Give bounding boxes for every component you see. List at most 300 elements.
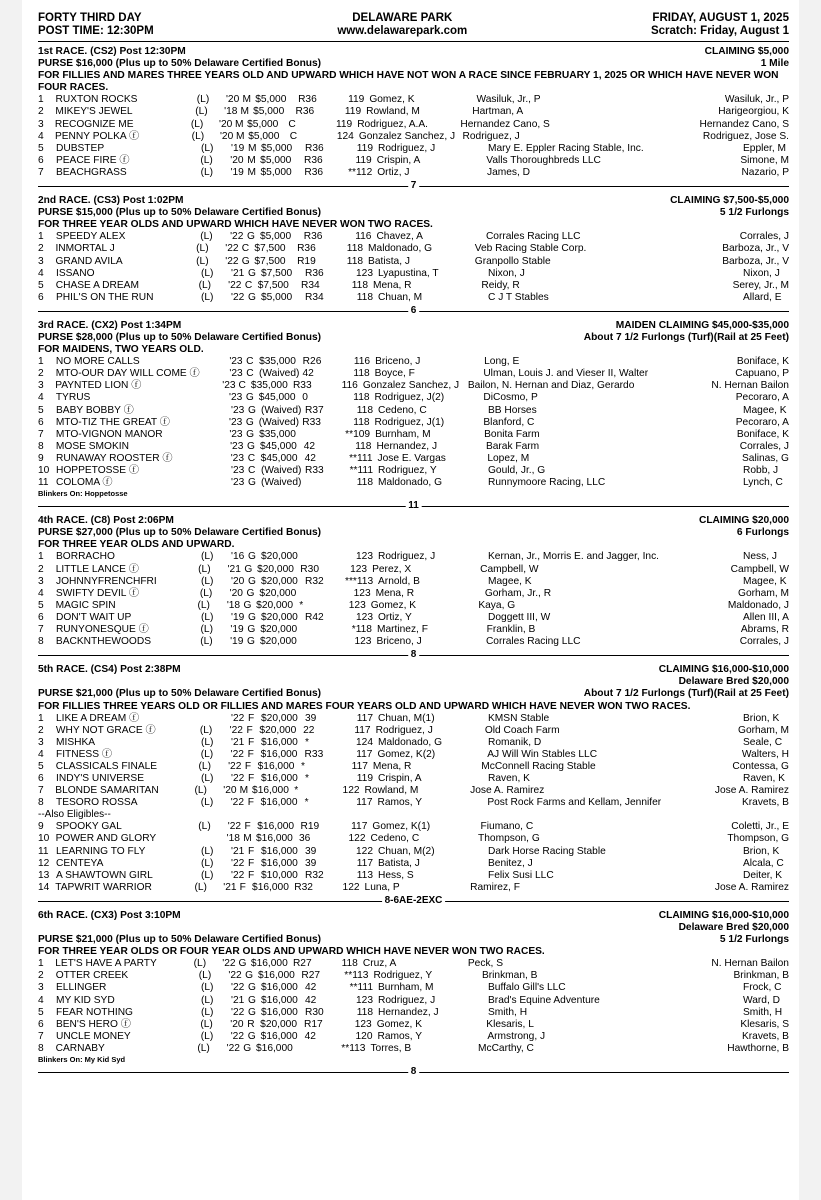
post-position: 4 xyxy=(38,267,44,279)
owner: Ulman, Louis J. and Vieser II, Walter xyxy=(483,368,649,380)
medication: (L) xyxy=(200,1018,213,1030)
horse-name[interactable]: ISSANO xyxy=(56,267,95,279)
horse-name[interactable]: BABY BOBBY ⓕ xyxy=(56,404,134,416)
horse-name[interactable]: COLOMA ⓕ xyxy=(56,477,113,489)
horse-name[interactable]: SPOOKY GAL xyxy=(55,821,122,833)
horse-name[interactable]: BEN'S HERO ⓕ xyxy=(55,1018,131,1030)
horse-name[interactable]: RUNAWAY ROOSTER ⓕ xyxy=(55,452,173,464)
medication: (L) xyxy=(194,881,207,893)
claim-price: $16,000 xyxy=(261,773,298,785)
foal-year: '18 xyxy=(226,599,241,611)
code: 42 xyxy=(304,1030,316,1042)
owner: Campbell, W xyxy=(480,563,539,575)
trainer: Magee, K xyxy=(743,575,787,587)
race-divider xyxy=(38,304,789,316)
foal-year: '19 xyxy=(230,636,244,648)
post-position: 4 xyxy=(38,587,44,599)
horse-name[interactable]: BLONDE SAMARITAN xyxy=(55,785,159,797)
horse-name[interactable]: PEACE FIRE ⓕ xyxy=(55,154,130,166)
races-list xyxy=(38,42,790,1078)
code: R36 xyxy=(303,231,323,243)
foal-year: '20 xyxy=(219,118,233,130)
post-position: 8 xyxy=(38,440,44,452)
claim-price: $7,500 xyxy=(257,279,289,291)
code: R27 xyxy=(301,970,321,982)
horse-name[interactable]: RECOGNIZE ME xyxy=(54,118,134,130)
horse-name[interactable]: TESORO ROSSA xyxy=(55,797,138,809)
post-position: 5 xyxy=(38,279,44,291)
horse-name[interactable]: MOSE SMOKIN xyxy=(55,440,129,452)
owner: DiCosmo, P xyxy=(483,392,538,404)
sex: C xyxy=(246,356,254,368)
medication: (L) xyxy=(200,231,213,243)
horse-name[interactable]: LEARNING TO FLY xyxy=(56,845,146,857)
weight: 117 xyxy=(356,857,373,869)
horse-name[interactable]: MTO-VIGNON MANOR xyxy=(55,428,163,440)
post-time: POST TIME: 12:30PM xyxy=(38,25,154,37)
trainer: Walters, H xyxy=(741,748,789,760)
code: 39 xyxy=(305,845,317,857)
sex: G xyxy=(247,1030,256,1042)
entry-row xyxy=(38,119,789,131)
jockey: Briceno, J xyxy=(376,636,422,648)
code: 22 xyxy=(303,724,315,736)
foal-year: '22 xyxy=(222,958,236,970)
entry-row xyxy=(38,600,789,612)
sex: C xyxy=(248,465,256,476)
code: R30 xyxy=(305,1006,324,1018)
entry-row xyxy=(38,1031,789,1043)
trainer: Alcala, C xyxy=(743,857,784,869)
foal-year: '21 xyxy=(227,563,241,575)
entry-row xyxy=(38,143,789,155)
sex: C xyxy=(244,279,253,291)
owner: Ramirez, F xyxy=(470,881,520,893)
sex: G xyxy=(243,599,252,611)
foal-year: '20 xyxy=(231,575,245,587)
race-header xyxy=(38,910,789,922)
sex: G xyxy=(244,563,253,575)
jockey: Rowland, M xyxy=(366,106,420,118)
weight: 123 xyxy=(354,636,372,648)
race-block xyxy=(38,191,790,316)
owner: Dark Horse Racing Stable xyxy=(488,845,606,857)
code: R19 xyxy=(297,255,316,267)
code: R37 xyxy=(305,404,324,416)
jockey: Hernandez, J xyxy=(376,440,438,452)
owner: Reidy, R xyxy=(481,279,520,291)
foal-year: '22 xyxy=(230,1030,244,1042)
horse-name[interactable]: CHASE A DREAM xyxy=(55,279,139,291)
medication: (L) xyxy=(200,748,214,760)
trainer: Barboza, Jr., V xyxy=(722,255,790,267)
jockey: Rodriguez, Y xyxy=(373,970,433,982)
horse-name[interactable]: NO MORE CALLS xyxy=(55,356,140,368)
post-position: 1 xyxy=(38,356,44,368)
claim-price: $20,000 xyxy=(261,575,298,587)
equipment-note: Blinkers On: Hoppetosse xyxy=(38,489,128,499)
medication: (L) xyxy=(201,267,214,279)
medication: (L) xyxy=(197,1042,210,1054)
medication: (L) xyxy=(196,243,209,255)
post-position: 4 xyxy=(38,994,44,1006)
post-position: 12 xyxy=(38,857,50,869)
weight: 119 xyxy=(356,773,373,785)
horse-name[interactable]: CARNABY xyxy=(55,1042,105,1054)
foal-year: '22 xyxy=(231,869,245,881)
sex: G xyxy=(248,1006,256,1018)
jockey: Hernandez, J xyxy=(378,1006,439,1018)
trainer: Pecoraro, A xyxy=(735,392,789,404)
horse-name[interactable]: LET'S HAVE A PARTY xyxy=(55,958,157,970)
claim-price: $7,500 xyxy=(254,255,286,267)
code: * xyxy=(305,773,309,785)
sex: G xyxy=(238,958,247,970)
code: R34 xyxy=(301,279,320,291)
horse-name[interactable]: BORRACHO xyxy=(56,551,115,563)
medication xyxy=(194,380,223,392)
post-position: 1 xyxy=(38,712,44,724)
sex: F xyxy=(239,881,246,893)
owner: Magee, K xyxy=(488,575,532,587)
medication: (L) xyxy=(198,970,212,982)
horse-name[interactable]: DON'T WAIT UP xyxy=(56,611,132,623)
code: R26 xyxy=(302,356,322,368)
trainer: Boniface, K xyxy=(736,428,790,440)
horse-name[interactable]: POWER AND GLORY xyxy=(55,833,157,845)
horse-name[interactable]: FEAR NOTHING xyxy=(56,1006,133,1018)
code: 42 xyxy=(304,452,316,464)
weight: 123 xyxy=(348,599,366,611)
entry-row xyxy=(38,846,789,858)
foal-year: '23 xyxy=(229,416,243,428)
code: R33 xyxy=(305,465,324,476)
trainer: Seale, C xyxy=(743,736,783,748)
post-position: 6 xyxy=(38,611,44,623)
post-position: 2 xyxy=(38,106,44,118)
post-position: 3 xyxy=(38,982,44,994)
claim-price: $35,000 xyxy=(250,380,288,392)
claim-price: $20,000 xyxy=(261,551,298,563)
race-subheader xyxy=(38,922,789,934)
jockey: Ortiz, J xyxy=(377,166,410,178)
claim-price: (Waived) xyxy=(261,477,302,489)
code: 39 xyxy=(305,857,317,869)
race-purse: PURSE $21,000 (Plus up to 50% Delaware Certified Bonus) xyxy=(38,688,322,700)
code: 42 xyxy=(305,982,317,994)
horse-name[interactable]: SWIFTY DEVIL ⓕ xyxy=(55,587,140,599)
owner: Corrales Racing LLC xyxy=(485,231,581,243)
horse-name[interactable]: MAGIC SPIN xyxy=(55,599,116,611)
race-purse: PURSE $27,000 (Plus up to 50% Delaware Certified Bonus) xyxy=(38,527,322,539)
entry-row xyxy=(38,155,789,167)
sex: M xyxy=(242,94,252,106)
foal-year: '19 xyxy=(230,166,244,178)
weight: **113 xyxy=(344,970,369,982)
claim-price: $20,000 xyxy=(256,599,293,611)
code: R32 xyxy=(305,869,324,881)
field-count: 6 xyxy=(408,306,420,316)
horse-name[interactable]: JOHNNYFRENCHFRI xyxy=(56,575,157,587)
code: R36 xyxy=(298,94,317,106)
claim-price: $16,000 xyxy=(261,1006,298,1018)
horse-name[interactable]: INMORTAL J xyxy=(55,243,115,255)
claim-price: $16,000 xyxy=(261,982,298,994)
post-position: 9 xyxy=(38,821,44,833)
sex: M xyxy=(248,142,257,154)
medication: (L) xyxy=(201,773,214,785)
entry-row xyxy=(38,356,789,368)
entry-row xyxy=(38,417,789,429)
purse-line xyxy=(38,207,789,219)
horse-name[interactable]: OTTER CREEK xyxy=(55,970,129,982)
field-count: 7 xyxy=(408,181,420,191)
race-distance: About 7 1/2 Furlongs (Turf)(Rail at 25 Feet) xyxy=(583,688,789,700)
trainer: Hawthorne, B xyxy=(727,1042,789,1054)
trainer: Raven, K xyxy=(743,773,785,785)
claim-price: $10,000 xyxy=(261,869,298,881)
code: * xyxy=(304,797,309,809)
code: 39 xyxy=(305,712,317,724)
weight: *118 xyxy=(351,624,372,636)
jockey: Rodriguez, J(1) xyxy=(374,416,445,428)
claim-price: $16,000 xyxy=(256,833,293,845)
sex: F xyxy=(247,797,254,809)
owner: Nixon, J xyxy=(488,267,525,279)
code: R30 xyxy=(300,563,319,575)
owner: Raven, K xyxy=(488,773,530,785)
medication xyxy=(199,417,229,429)
trainer: Allard, E xyxy=(743,291,782,303)
owner: Thompson, G xyxy=(478,833,540,845)
sex: G xyxy=(248,611,256,623)
foal-year: '23 xyxy=(229,428,243,440)
horse-name[interactable]: FITNESS ⓕ xyxy=(55,748,113,760)
weight: 123 xyxy=(356,611,373,623)
trainer: Brion, K xyxy=(743,712,780,724)
race-divider xyxy=(38,648,789,661)
weight: 123 xyxy=(356,551,373,563)
owner: Benitez, J xyxy=(488,857,533,869)
horse-name[interactable]: WHY NOT GRACE ⓕ xyxy=(55,724,156,736)
horse-name[interactable]: MTO-OUR DAY WILL COME ⓕ xyxy=(55,368,200,380)
race-title: 2nd RACE. (CS3) Post 1:02PM xyxy=(38,195,184,207)
sex: G xyxy=(245,392,254,404)
trainer: Capuano, P xyxy=(735,368,790,380)
trainer: Thompson, G xyxy=(727,833,790,845)
horse-name[interactable]: DUBSTEP xyxy=(56,142,105,154)
post-position: 4 xyxy=(38,392,44,404)
horse-name[interactable]: ELLINGER xyxy=(56,982,107,994)
trainer: Nazario, P xyxy=(741,166,789,178)
weight: 118 xyxy=(346,243,364,255)
horse-name[interactable]: PHIL'S ON THE RUN xyxy=(56,291,154,303)
trainer: Campbell, W xyxy=(730,563,789,575)
code xyxy=(305,551,345,563)
entry-row xyxy=(38,231,789,243)
race-title: 6th RACE. (CX3) Post 3:10PM xyxy=(38,909,181,921)
horse-name[interactable]: MTO-TIZ THE GREAT ⓕ xyxy=(55,416,170,428)
trainer: Brion, K xyxy=(743,845,780,857)
claim-price: $20,000 xyxy=(259,636,297,648)
race-header xyxy=(38,320,789,332)
purse-line xyxy=(38,688,789,700)
weight: **111 xyxy=(349,982,373,994)
horse-name[interactable]: CENTEYA xyxy=(56,857,104,869)
trainer: Frock, C xyxy=(743,982,782,994)
post-position: 2 xyxy=(38,243,44,255)
claim-price: $16,000 xyxy=(255,1042,293,1054)
owner: Jose A. Ramirez xyxy=(470,785,545,797)
entry-row xyxy=(38,368,789,380)
claim-price: $16,000 xyxy=(261,736,298,748)
horse-name[interactable]: SPEEDY ALEX xyxy=(55,231,126,243)
medication: (L) xyxy=(201,736,214,748)
race-header xyxy=(38,195,789,207)
horse-name[interactable]: PENNY POLKA ⓕ xyxy=(54,130,140,142)
sex: G xyxy=(248,575,256,587)
jockey: Mena, R xyxy=(375,587,415,599)
page-header xyxy=(38,12,789,42)
weight: 117 xyxy=(351,760,368,772)
purse-line xyxy=(38,58,789,70)
post-position: 7 xyxy=(38,785,44,797)
foal-year: '21 xyxy=(231,994,245,1006)
entry-row xyxy=(38,761,789,773)
horse-name[interactable]: LITTLE LANCE ⓕ xyxy=(55,563,139,575)
trainer: Maldonado, J xyxy=(727,599,789,611)
jockey: Boyce, F xyxy=(374,368,415,380)
horse-name[interactable]: MIKEY'S JEWEL xyxy=(55,106,133,118)
foal-year: '23 xyxy=(229,368,243,380)
claim-price: $5,000 xyxy=(255,94,287,106)
sex: C xyxy=(247,452,256,464)
medication xyxy=(201,713,231,725)
horse-name[interactable]: BEACHGRASS xyxy=(55,166,127,178)
horse-name[interactable]: HOPPETOSSE ⓕ xyxy=(56,465,140,476)
foal-year: '21 xyxy=(231,736,245,748)
claim-price: $5,000 xyxy=(260,166,292,178)
horse-name[interactable]: RUXTON ROCKS xyxy=(55,94,138,106)
owner: Gorham, Jr., R xyxy=(484,587,552,599)
owner: Doggett III, W xyxy=(488,611,551,623)
code: R34 xyxy=(305,291,324,303)
post-position: 4 xyxy=(38,748,44,760)
horse-name[interactable]: BACKNTHEWOODS xyxy=(55,636,152,648)
foal-year: '18 xyxy=(224,106,238,118)
owner: Veb Racing Stable Corp. xyxy=(474,243,587,255)
sex: F xyxy=(248,736,255,748)
website-link[interactable]: www.delawarepark.com xyxy=(337,25,468,37)
horse-name[interactable]: RUNYONESQUE ⓕ xyxy=(55,624,149,636)
medication xyxy=(200,356,230,368)
horse-name[interactable]: MY KID SYD xyxy=(56,994,115,1006)
medication xyxy=(199,392,229,404)
jockey: Briceno, J xyxy=(375,356,421,368)
post-position: 2 xyxy=(38,368,44,380)
code: 36 xyxy=(299,833,311,845)
race-block xyxy=(38,316,790,512)
foal-year: '21 xyxy=(231,845,245,857)
owner: James, D xyxy=(487,166,531,178)
post-position: 8 xyxy=(38,636,44,648)
jockey: Luna, P xyxy=(364,881,400,893)
foal-year: '22 xyxy=(225,255,239,267)
medication xyxy=(200,368,230,380)
owner: Bonita Farm xyxy=(484,428,540,440)
medication: (L) xyxy=(201,845,214,857)
post-position: 6 xyxy=(38,154,44,166)
sex: F xyxy=(248,857,255,869)
trainer: Abrams, R xyxy=(740,624,789,636)
claim-price: $16,000 xyxy=(261,857,298,869)
jockey: Gomez, K(1) xyxy=(372,821,431,833)
entry-row xyxy=(38,477,789,489)
weight: 117 xyxy=(356,712,373,724)
horse-name[interactable]: CLASSICALS FINALE xyxy=(55,760,158,772)
jockey: Chuan, M(2) xyxy=(378,845,435,857)
owner: Felix Susi LLC xyxy=(488,869,554,881)
foal-year: '20 xyxy=(223,785,237,797)
weight: 122 xyxy=(342,785,360,797)
code: R17 xyxy=(303,1018,323,1030)
horse-name[interactable]: PAYNTED LION ⓕ xyxy=(55,380,142,392)
horse-name[interactable]: UNCLE MONEY xyxy=(55,1030,131,1042)
trainer: Hernandez Cano, S xyxy=(699,118,789,130)
claim-price: $35,000 xyxy=(259,428,296,440)
medication: (L) xyxy=(199,724,213,736)
code: R36 xyxy=(305,142,324,154)
race-title: 5th RACE. (CS4) Post 2:38PM xyxy=(38,664,181,676)
medication xyxy=(197,833,226,845)
claim-price: $35,000 xyxy=(259,356,296,368)
claim-price: $7,500 xyxy=(261,267,293,279)
code: R36 xyxy=(295,106,315,118)
medication: (L) xyxy=(196,255,209,267)
sex: F xyxy=(247,748,254,760)
foal-year: '23 xyxy=(229,392,243,404)
owner: Gould, Jr., G xyxy=(488,465,546,476)
horse-name[interactable]: TAPWRIT WARRIOR xyxy=(55,881,152,893)
foal-year: '22 xyxy=(231,712,245,724)
medication: (L) xyxy=(196,94,210,106)
horse-name[interactable]: MISHKA xyxy=(56,736,96,748)
entry-row xyxy=(38,453,789,465)
foal-year: '19 xyxy=(230,624,244,636)
owner: Wasiluk, Jr., P xyxy=(476,94,541,106)
sex: G xyxy=(248,551,256,563)
foal-year: '22 xyxy=(231,982,245,994)
owner: Bailon, N. Hernan and Diaz, Gerardo xyxy=(467,380,635,392)
owner: Post Rock Farms and Kellam, Jennifer xyxy=(487,797,662,809)
horse-name[interactable]: TYRUS xyxy=(55,392,91,404)
horse-name[interactable]: GRAND AVILA xyxy=(55,255,123,267)
jockey: Chuan, M(1) xyxy=(378,712,435,724)
race-distance: About 7 1/2 Furlongs (Turf)(Rail at 25 Feet) xyxy=(583,331,789,343)
trainer: Klesaris, S xyxy=(740,1018,790,1030)
claim-price: $45,000 xyxy=(260,452,298,464)
horse-name[interactable]: LIKE A DREAM ⓕ xyxy=(56,712,140,724)
medication: (L) xyxy=(201,142,214,154)
horse-name[interactable]: A SHAWTOWN GIRL xyxy=(56,869,153,881)
sex: F xyxy=(248,845,255,857)
sex: F xyxy=(248,712,255,724)
horse-name[interactable]: INDY'S UNIVERSE xyxy=(56,773,144,785)
race-type: CLAIMING $16,000-$10,000 xyxy=(658,909,789,921)
owner: KMSN Stable xyxy=(488,712,550,724)
jockey: Rodriguez, J(2) xyxy=(374,392,445,404)
post-position: 5 xyxy=(38,1006,44,1018)
